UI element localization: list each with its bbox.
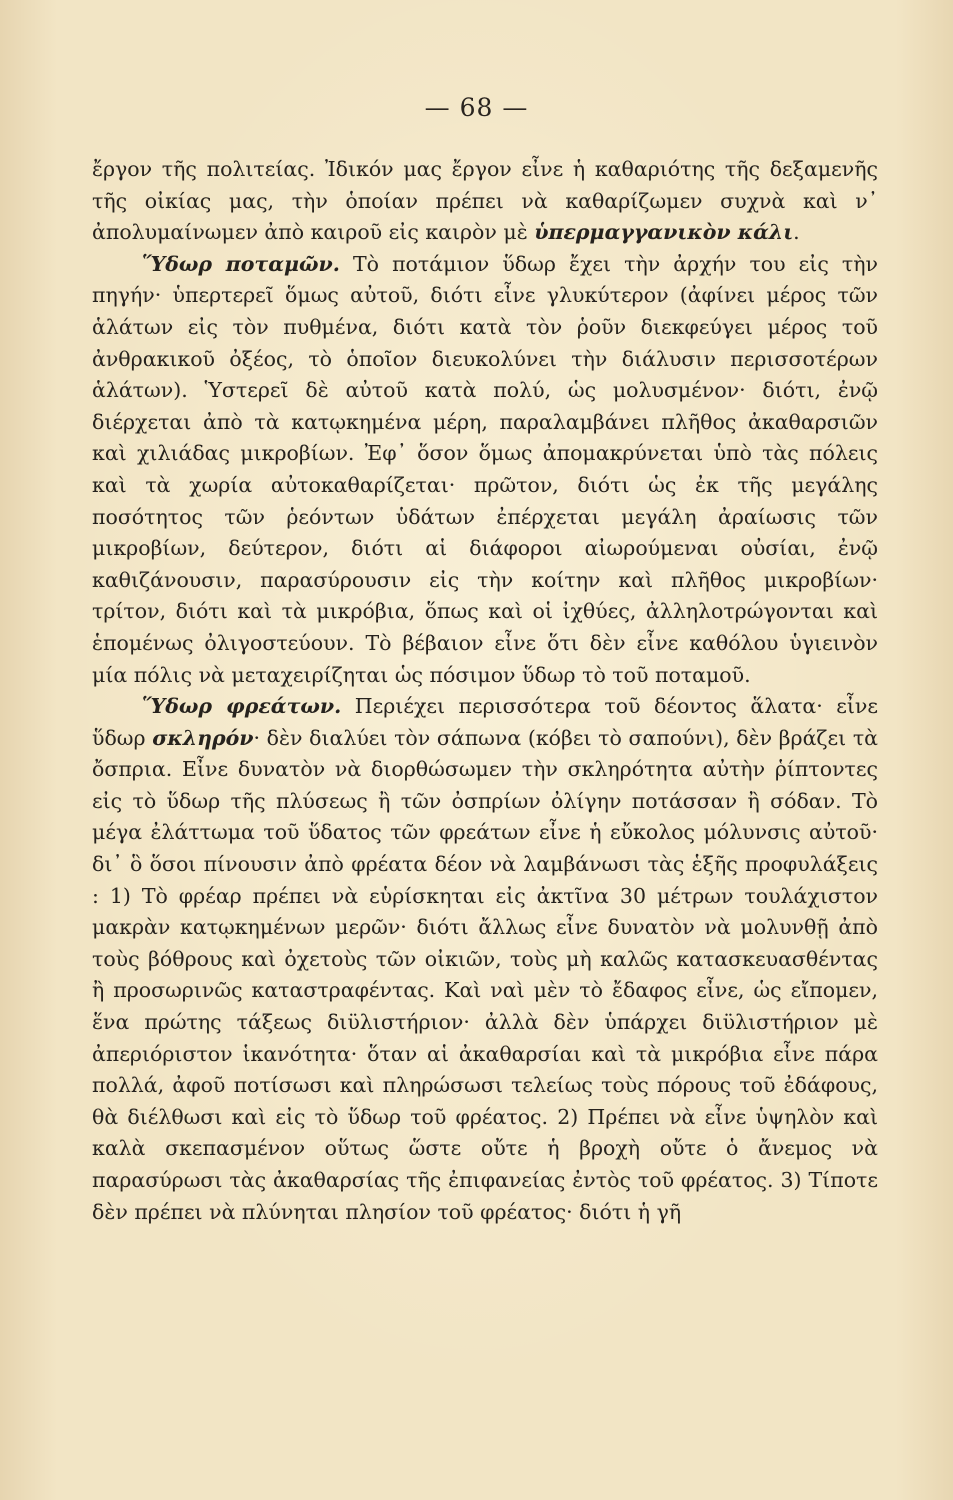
paragraph-text: Περιέχει περισσότερα τοῦ δέοντος ἅλατα· εἶνε ὕδωρ — [92, 694, 879, 750]
section-heading: Ὕδωρ φρεάτων. — [142, 694, 342, 719]
page-number: — 68 — — [424, 93, 529, 122]
body-text — [92, 154, 878, 1228]
emphasized-term: ὑπερμαγγανικὸν κάλι — [534, 220, 794, 245]
paragraph — [92, 249, 878, 691]
paragraph — [92, 154, 878, 249]
paragraph — [92, 691, 878, 1228]
emphasized-term: σκληρόν — [152, 725, 254, 750]
paragraph-text: Τὸ ποτάμιον ὕδωρ ἔχει τὴν ἀρχήν του εἰς τὴν πηγήν· ὑπερτερεῖ ὅμως αὐτοῦ, διότι εἶνε γλυκύτερον (ἀφίνει μέρος τῶν ἁλάτων εἰς τὸν πυθμένα, διότι κατὰ τὸν ῥοῦν διεκφεύγει μέρος τοῦ ἀνθρακικοῦ ὀξέος, τὸ ὁποῖον διευκολύνει τὴν διάλυσιν περισσοτέρων ἁλάτων). Ὑστερεῖ δὲ αὐτοῦ κατὰ πολύ, ὡς μολυσμένον· διότι, ἐνῷ διέρχεται ἀπὸ τὰ κατῳκημένα μέρη, παραλαμβάνει πλῆθος ἀκαθαρσιῶν καὶ χιλιάδας μικροβίων. Ἐφ᾽ ὅσον ὅμως ἀπομακρύνεται ὑπὸ τὰς πόλεις καὶ τὰ χωρία αὐτοκαθαρίζεται· πρῶτον, διότι ὡς ἐκ τῆς μεγάλης ποσότητος τῶν ῥεόντων ὑδάτων ἐπέρχεται μεγάλη ἀραίωσις τῶν μικροβίων, δεύτερον, διότι αἱ διάφοροι αἰωρούμεναι οὐσίαι, ἐνῷ καθιζάνουσιν, παρασύρουσιν εἰς τὴν κοίτην καὶ πλῆθος μικροβίων· τρίτον, διότι καὶ τὰ μικρόβια, ὅπως καὶ οἱ ἰχθύες, ἀλληλοτρώγονται καὶ ἑπομένως ὀλιγοστεύουν. Τὸ βέβαιον εἶνε ὅτι δὲν εἶνε καθόλου ὑγιεινὸν μία πόλις νὰ μεταχειρίζηται ὡς πόσιμον ὕδωρ τὸ τοῦ ποταμοῦ. — [92, 251, 878, 687]
paragraph-text: · δὲν διαλύει τὸν σάπωνα (κόβει τὸ σαπούνι), δὲν βράζει τὰ ὄσπρια. Εἶνε δυνατὸν νὰ διορθώσωμεν τὴν σκληρότητα αὐτὴν ῥίπτοντες εἰς τὸ ὕδωρ τῆς πλύσεως ἢ τῶν ὀσπρίων ὀλίγην ποτάσσαν ἢ σόδαν. Τὸ μέγα ἐλάττωμα τοῦ ὕδατος τῶν φρεάτων εἶνε ἡ εὔκολος μόλυνσις αὐτοῦ· δι᾽ ὃ ὅσοι πίνουσιν ἀπὸ φρέατα δέον νὰ λαμβάνωσι τὰς ἑξῆς προφυλάξεις : 1) Τὸ φρέαρ πρέπει νὰ εὑρίσκηται εἰς ἀκτῖνα 30 μέτρων τουλάχιστον μακρὰν κατῳκημένων μερῶν· διότι ἄλλως εἶνε δυνατὸν νὰ μολυνθῇ ἀπὸ τοὺς βόθρους καὶ ὀχετοὺς τῶν οἰκιῶν, τοὺς μὴ καλῶς κατασκευασθέντας ἢ προσωρινῶς καταστραφέντας. Καὶ ναὶ μὲν τὸ ἔδαφος εἶνε, ὡς εἴπομεν, ἕνα πρώτης τάξεως διϋλιστήριον· ἀλλὰ δὲν ὑπάρχει διϋλιστήριον μὲ ἀπεριόριστον ἱκανότητα· ὅταν αἱ ἀκαθαρσίαι καὶ τὰ μικρόβια εἶνε πάρα πολλά, ἀφοῦ ποτίσωσι καὶ πληρώσωσι τελείως τοὺς πόρους τοῦ ἐδάφους, θὰ διέλθωσι καὶ εἰς τὸ ὕδωρ τοῦ φρέατος. 2) Πρέπει νὰ εἶνε ὑψηλὸν καὶ καλὰ σκεπασμένον οὕτως ὥστε οὔτε ἡ βροχὴ οὔτε ὁ ἄνεμος νὰ παρασύρωσι τὰς ἀκαθαρσίας τῆς ἐπιφανείας ἐντὸς τοῦ φρέατος. 3) Τίποτε δὲν πρέπει νὰ πλύνηται πλησίον τοῦ φρέατος· διότι ἡ γῆ — [92, 725, 879, 1224]
paragraph-text: ἔργον τῆς πολιτείας. Ἰδικόν μας ἔργον εἶνε ἡ καθαριότης τῆς δεξαμενῆς τῆς οἰκίας μας, τὴν ὁποίαν πρέπει νὰ καθαρίζωμεν συχνὰ καὶ ν᾽ ἀπολυμαίνωμεν ἀπὸ καιροῦ εἰς καιρὸν μὲ — [92, 157, 878, 245]
section-heading: Ὕδωρ ποταμῶν. — [142, 251, 340, 276]
paragraph-text: . — [793, 220, 800, 245]
